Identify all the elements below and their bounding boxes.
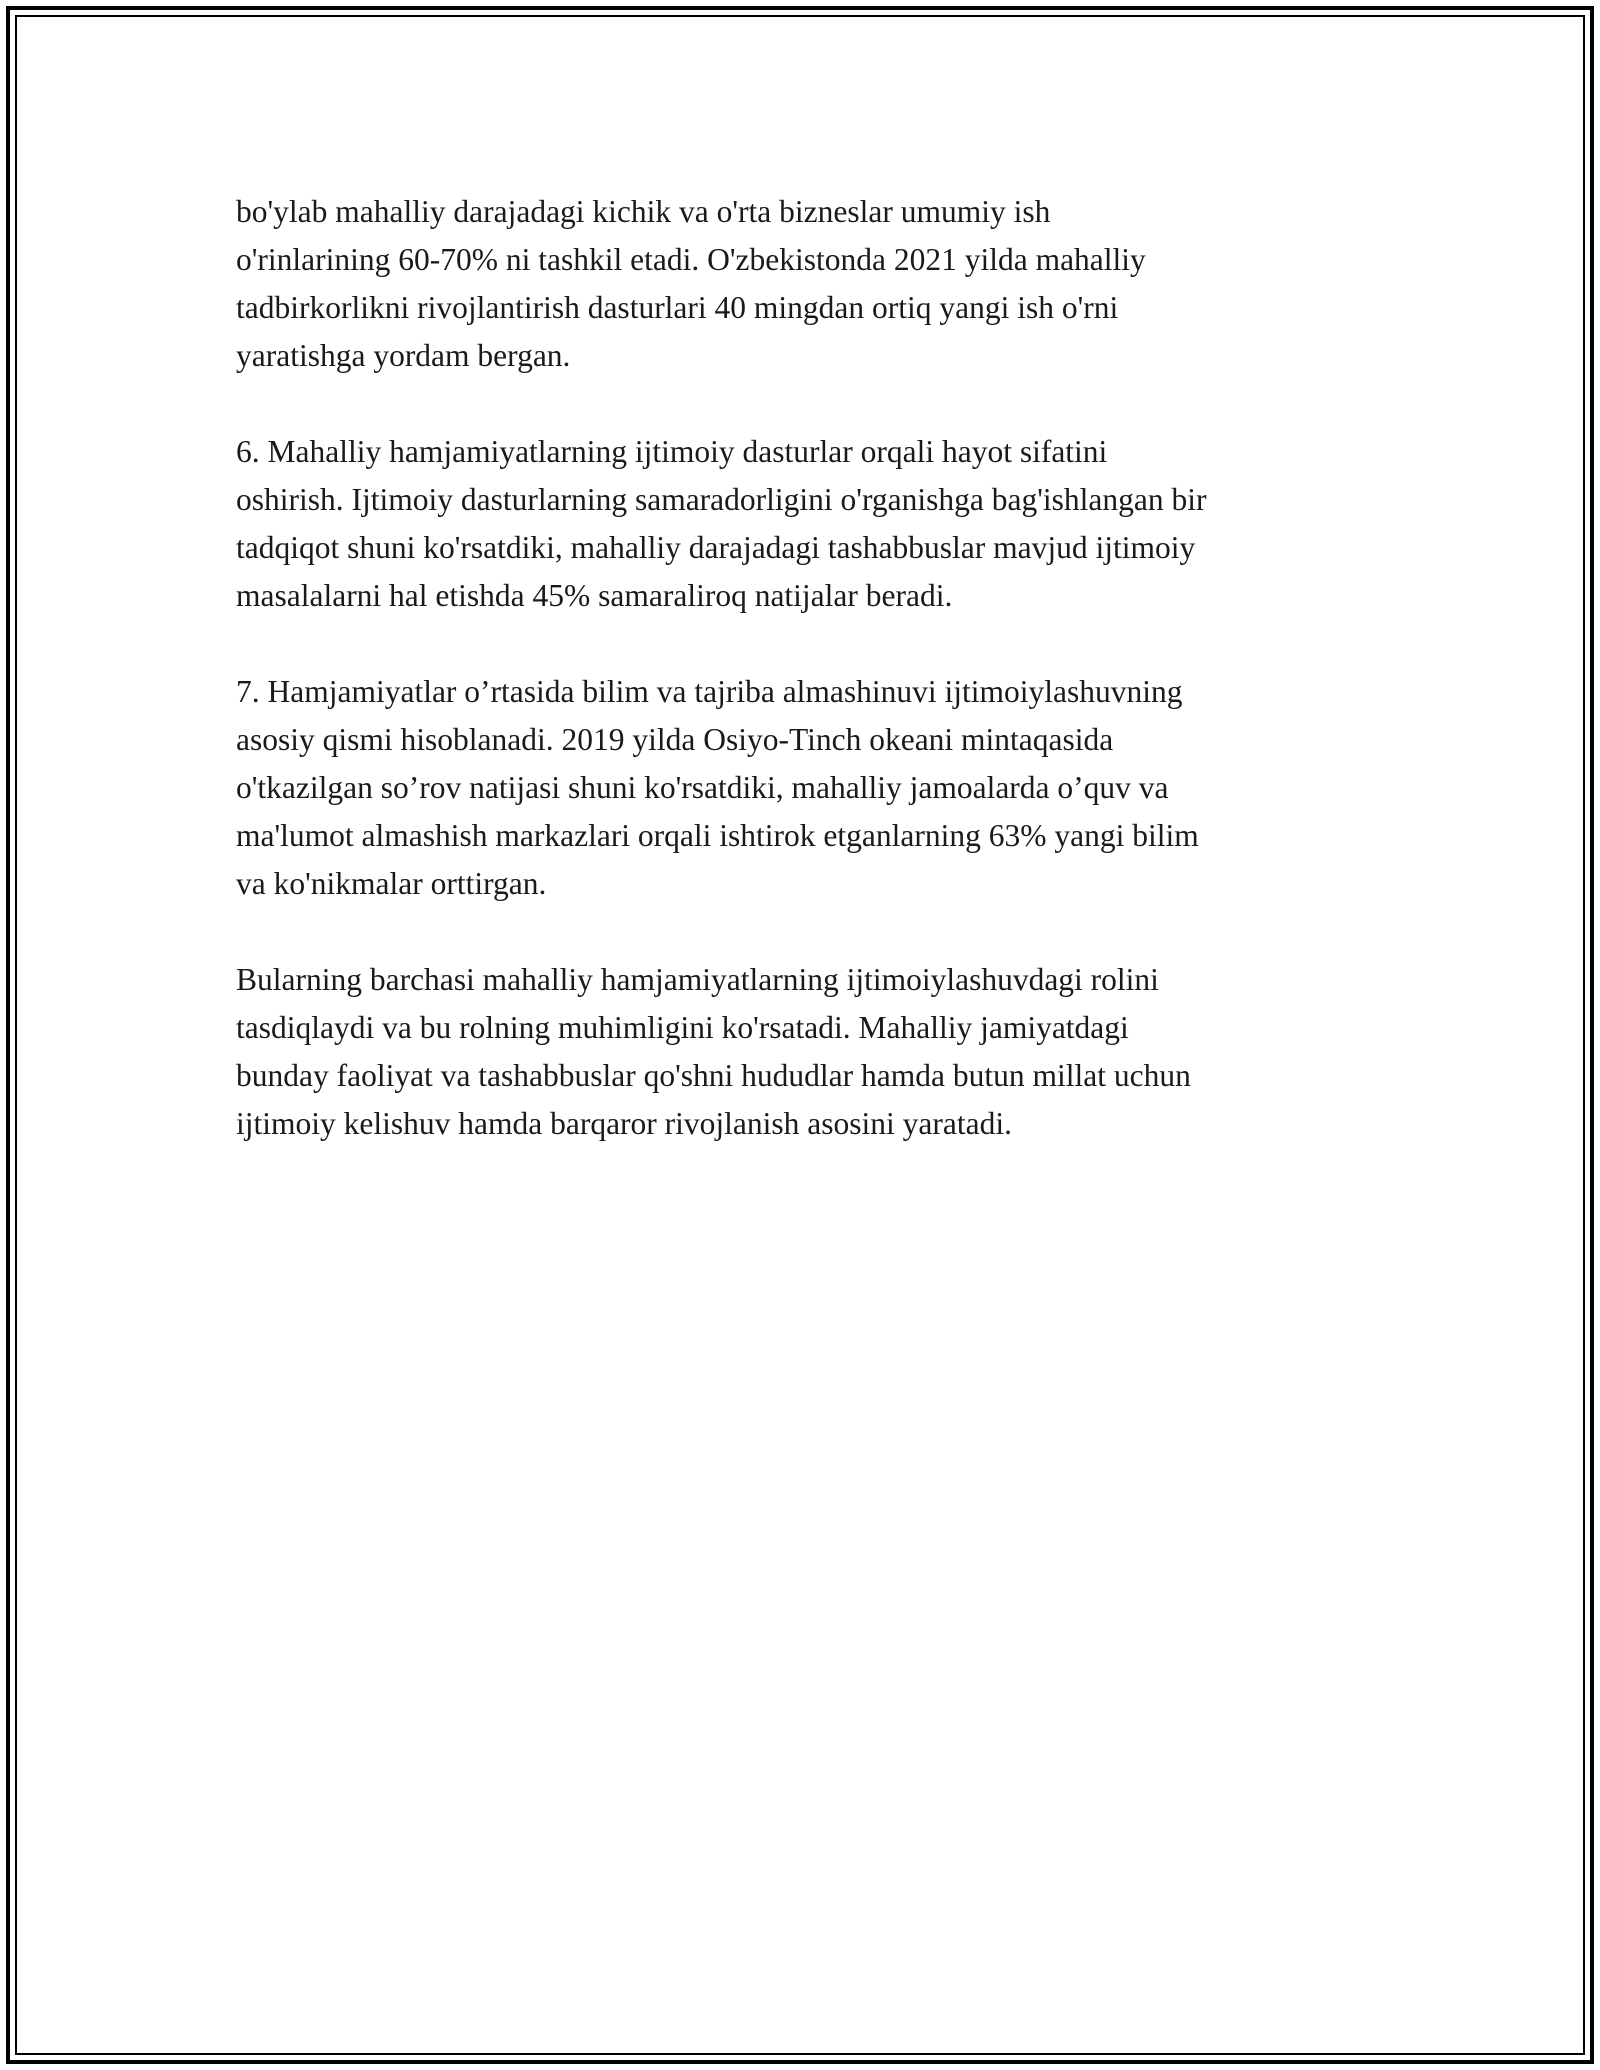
text-line: oshirish. Ijtimoiy dasturlarning samaradorligini o'rganishga bag'ishlangan bir [236, 482, 1207, 517]
text-line: ma'lumot almashish markazlari orqali ishtirok etganlarning 63% yangi bilim [236, 818, 1199, 853]
text-line: 6. Mahalliy hamjamiyatlarning ijtimoiy dasturlar orqali hayot sifatini [236, 434, 1108, 469]
text-line: Bularning barchasi mahalliy hamjamiyatlarning ijtimoiylashuvdagi rolini [236, 962, 1159, 997]
paragraph-item-6 [236, 428, 1376, 620]
text-line: ijtimoiy kelishuv hamda barqaror rivojlanish asosini yaratadi. [236, 1106, 1012, 1141]
document-body [236, 188, 1376, 1196]
text-line: o'tkazilgan so’rov natijasi shuni ko'rsatdiki, mahalliy jamoalarda o’quv va [236, 770, 1169, 805]
text-line: va ko'nikmalar orttirgan. [236, 866, 547, 901]
text-line: bunday faoliyat va tashabbuslar qo'shni hududlar hamda butun millat uchun [236, 1058, 1191, 1093]
text-line: yaratishga yordam bergan. [236, 338, 571, 373]
text-line: masalalarni hal etishda 45% samaraliroq natijalar beradi. [236, 578, 953, 613]
text-line: bo'ylab mahalliy darajadagi kichik va o'rta bizneslar umumiy ish [236, 194, 1051, 229]
text-line: tadbirkorlikni rivojlantirish dasturlari 40 mingdan ortiq yangi ish o'rni [236, 290, 1119, 325]
paragraph-conclusion [236, 956, 1376, 1148]
paragraph-item-7 [236, 668, 1376, 908]
text-line: 7. Hamjamiyatlar o’rtasida bilim va tajriba almashinuvi ijtimoiylashuvning [236, 674, 1183, 709]
text-line: o'rinlarining 60-70% ni tashkil etadi. O'zbekistonda 2021 yilda mahalliy [236, 242, 1146, 277]
text-line: asosiy qismi hisoblanadi. 2019 yilda Osiyo-Tinch okeani mintaqasida [236, 722, 1114, 757]
text-line: tasdiqlaydi va bu rolning muhimligini ko'rsatadi. Mahalliy jamiyatdagi [236, 1010, 1129, 1045]
text-line: tadqiqot shuni ko'rsatdiki, mahalliy darajadagi tashabbuslar mavjud ijtimoiy [236, 530, 1196, 565]
paragraph-business [236, 188, 1376, 380]
